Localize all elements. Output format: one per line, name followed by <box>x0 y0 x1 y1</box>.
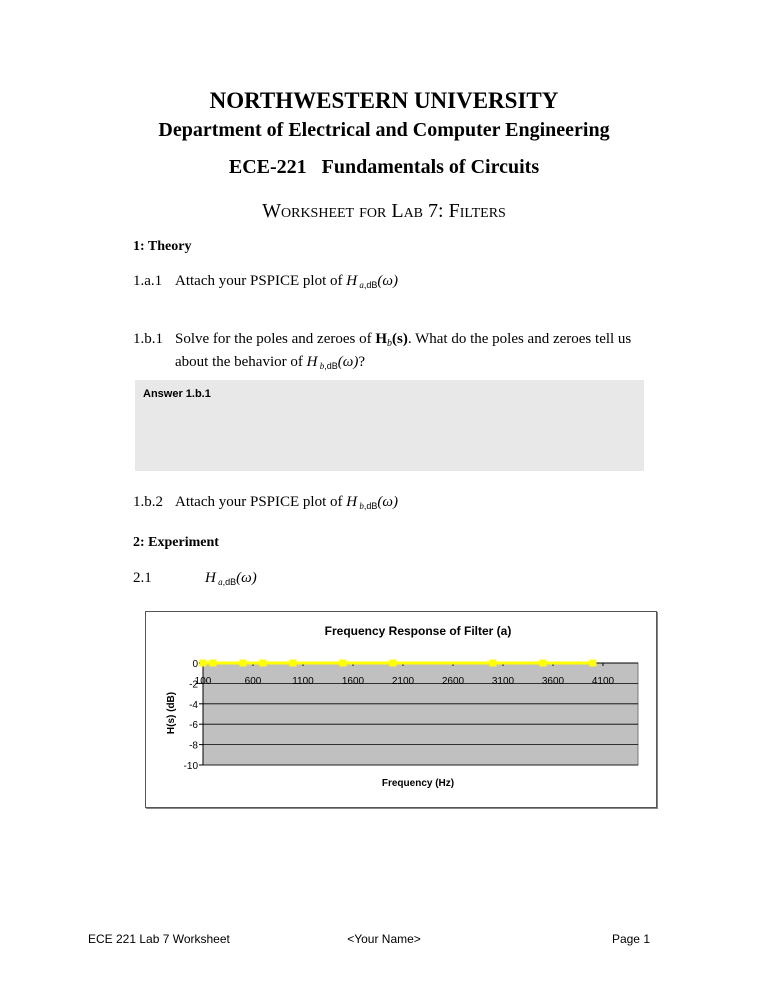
data-point <box>240 660 247 667</box>
y-tick-label: -6 <box>189 720 198 732</box>
math-arg: (ω) <box>236 570 257 586</box>
question-text-cont: . What do the poles and zeroes tell us <box>407 331 632 347</box>
section-experiment: 2: Experiment <box>133 535 219 550</box>
question-number: 1.b.2 <box>133 494 163 510</box>
question-text: Attach your PSPICE plot of <box>175 494 347 510</box>
question-1b1 <box>133 330 631 376</box>
x-axis-label: Frequency (Hz) <box>381 778 455 789</box>
question-mark: ? <box>358 354 365 370</box>
data-point <box>210 660 217 667</box>
math-sub: b <box>387 338 393 349</box>
data-point <box>390 660 397 667</box>
section-theory: 1: Theory <box>133 239 192 254</box>
y-tick-label: -2 <box>189 679 198 691</box>
math-sub-unit: ,dB <box>222 577 237 587</box>
y-tick-label: -10 <box>183 761 198 772</box>
footer-name: <Your Name> <box>347 932 421 946</box>
x-tick-label: 600 <box>244 676 262 687</box>
question-text-line2: about the behavior of <box>175 354 307 370</box>
department-title: Department of Electrical and Computer Engineering <box>158 119 610 141</box>
math-sub: a <box>359 280 364 290</box>
data-point <box>260 660 267 667</box>
answer-box-1b1[interactable] <box>135 380 644 471</box>
math-sub: b <box>359 501 364 511</box>
question-number: 1.a.1 <box>133 273 163 289</box>
answer-label: Answer 1.b.1 <box>143 388 211 400</box>
x-tick-label: 1600 <box>341 676 365 687</box>
question-text: Solve for the poles and zeroes of <box>175 331 376 347</box>
data-point <box>490 660 497 667</box>
question-1b2 <box>133 494 398 511</box>
question-1a1 <box>133 273 398 290</box>
math-sub: b <box>319 361 325 371</box>
math-sub: a <box>218 577 223 587</box>
x-tick-label: 4100 <box>591 676 615 687</box>
chart-svg <box>146 612 656 807</box>
data-point <box>590 660 597 667</box>
math-s: (s) <box>392 331 408 347</box>
math-arg: (ω) <box>377 273 398 289</box>
y-tick-label: -8 <box>189 740 198 752</box>
question-number: 2.1 <box>133 570 152 586</box>
footer-page: Page 1 <box>611 932 650 946</box>
math-H: H <box>346 273 358 289</box>
question-2-1 <box>133 570 257 587</box>
x-tick-label: 3100 <box>491 676 515 687</box>
course-title: ECE-221 Fundamentals of Circuits <box>228 156 540 178</box>
frequency-response-chart <box>145 611 657 808</box>
chart-title: Frequency Response of Filter (a) <box>324 624 512 638</box>
y-tick-label: 0 <box>192 659 198 670</box>
x-tick-label: 2100 <box>391 676 415 687</box>
math-sub-unit: ,dB <box>363 280 378 290</box>
data-point <box>540 660 547 667</box>
university-title: NORTHWESTERN UNIVERSITY <box>209 88 559 113</box>
math-sub-unit: ,dB <box>324 361 338 371</box>
x-tick-label: 2600 <box>441 676 465 687</box>
x-tick-label: 1100 <box>292 676 314 687</box>
math-H: H <box>346 494 358 510</box>
math-sub-unit: ,dB <box>363 501 378 511</box>
data-point <box>340 660 347 667</box>
math-arg: (ω) <box>337 354 359 370</box>
data-point <box>200 660 207 667</box>
math-H: H <box>205 570 216 586</box>
y-tick-label: -4 <box>189 699 198 711</box>
x-tick-label: 3600 <box>541 676 565 687</box>
math-H: H <box>375 331 388 347</box>
x-tick-label: 100 <box>194 676 212 687</box>
plot-area <box>203 663 638 765</box>
worksheet-title: Worksheet for Lab 7: Filters <box>262 200 506 222</box>
y-axis-label: H(s) (dB) <box>166 691 177 735</box>
data-point <box>290 660 297 667</box>
math-H: H <box>306 354 318 370</box>
question-text: Attach your PSPICE plot of <box>175 273 347 289</box>
footer-left: ECE 221 Lab 7 Worksheet <box>88 932 230 946</box>
question-number: 1.b.1 <box>133 331 163 347</box>
math-arg: (ω) <box>377 494 398 510</box>
